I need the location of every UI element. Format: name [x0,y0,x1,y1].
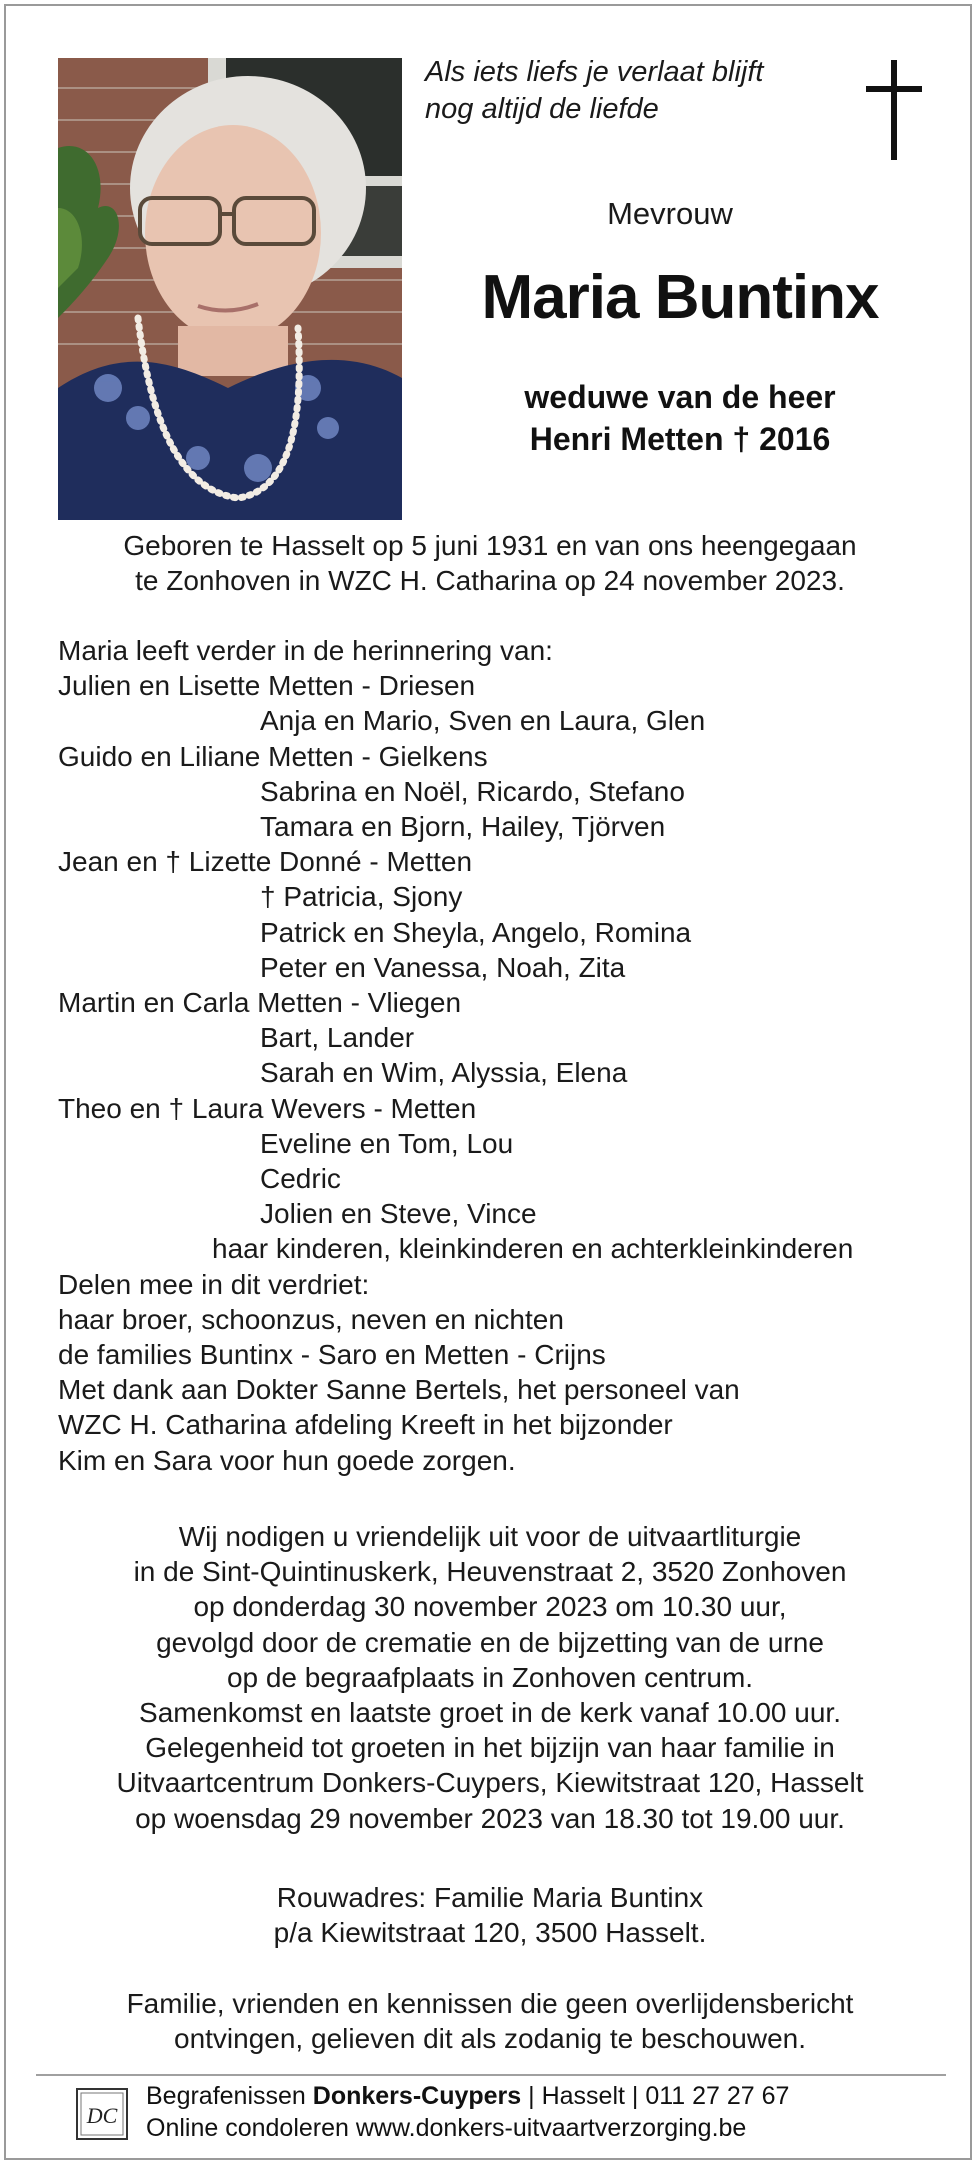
family-line: Julien en Lisette Metten - Driesen [58,670,476,702]
family-list [58,633,938,1478]
salutation: Mevrouw [607,196,733,231]
family-line: Eveline en Tom, Lou [260,1127,514,1159]
ceremony-line: Gelegenheid tot groeten in het bijzijn van haar familie in [145,1732,835,1764]
widow-of [440,376,920,460]
footer-prefix: Begrafenissen [146,2082,306,2110]
memorial-quote [425,54,825,128]
family-line: Tamara en Bjorn, Hailey, Tjörven [260,811,666,843]
family-line: Cedric [260,1163,341,1195]
quote-line-1: Als iets liefs je verlaat blijft [425,56,764,88]
ceremony-line: Uitvaartcentrum Donkers-Cuypers, Kiewitstraat 120, Hasselt [116,1767,864,1799]
family-line: Jolien en Steve, Vince [260,1198,537,1230]
deceased-name: Maria Buntinx [481,263,879,332]
footer-line-2 [146,2112,946,2144]
family-line: WZC H. Catharina afdeling Kreeft in het bijzonder [58,1409,673,1441]
ceremony-line: op woensdag 29 november 2023 van 18.30 tot 19.00 uur. [135,1802,845,1834]
birth-line-2: te Zonhoven in WZC H. Catharina op 24 november 2023. [135,565,845,596]
birth-line-1: Geboren te Hasselt op 5 juni 1931 en van ons heengegaan [123,530,857,561]
family-line: Martin en Carla Metten - Vliegen [58,987,462,1019]
ceremony-line: in de Sint-Quintinuskerk, Heuvenstraat 2, 3520 Zonhoven [133,1556,847,1588]
footer-website-link[interactable]: www.donkers-uitvaartverzorging.be [355,2114,747,2142]
address-line-1: Rouwadres: Familie Maria Buntinx [276,1882,704,1913]
family-line: Theo en † Laura Wevers - Metten [58,1092,477,1124]
mourning-address [40,1880,940,1950]
ceremony-line: op donderdag 30 november 2023 om 10.30 uur, [193,1591,787,1623]
family-line: Kim en Sara voor hun goede zorgen. [58,1444,516,1476]
family-line: haar broer, schoonzus, neven en nichten [58,1303,564,1335]
family-line: Patrick en Sheyla, Angelo, Romina [260,916,692,948]
family-line: Jean en † Lizette Donné - Metten [58,846,473,878]
family-line: Sarah en Wim, Alyssia, Elena [260,1057,628,1089]
ceremony-line: Wij nodigen u vriendelijk uit voor de uitvaartliturgie [178,1521,802,1552]
footer-divider [36,2074,946,2076]
family-line: Sabrina en Noël, Ricardo, Stefano [260,775,685,807]
quote-line-2: nog altijd de liefde [425,93,659,125]
footer-contact: | Hasselt | 011 27 27 67 [528,2082,790,2110]
family-line: † Patricia, Sjony [260,881,463,913]
family-line: haar kinderen, kleinkinderen en achterkleinkinderen [212,1233,854,1265]
funeral-home-footer [146,2080,946,2144]
widow-line-2: Henri Metten † 2016 [529,421,831,457]
footer-company: Donkers-Cuypers [312,2082,522,2110]
notice-line-2: ontvingen, gelieven dit als zodanig te beschouwen. [174,2023,806,2054]
funeral-home-logo [76,2088,128,2140]
footer-online-label: Online condoleren [146,2114,349,2142]
cross-icon [866,60,922,160]
family-line: Met dank aan Dokter Sanne Bertels, het personeel van [58,1374,740,1406]
portrait-photo [58,58,402,520]
notice-line-1: Familie, vrienden en kennissen die geen overlijdensbericht [126,1988,854,2019]
footer-line-1 [146,2080,946,2112]
family-line: Anja en Mario, Sven en Laura, Glen [260,705,706,737]
logo-monogram: DC [86,2103,118,2128]
family-line: de families Buntinx - Saro en Metten - Crijns [58,1339,606,1371]
ceremony-line: gevolgd door de crematie en de bijzetting van de urne [156,1626,824,1658]
family-line: Maria leeft verder in de herinnering van: [58,635,553,666]
family-line: Peter en Vanessa, Noah, Zita [260,951,626,983]
family-line: Guido en Liliane Metten - Gielkens [58,740,488,772]
ceremony-info [40,1519,940,1836]
ceremony-line: op de begraafplaats in Zonhoven centrum. [226,1661,754,1693]
address-line-2: p/a Kiewitstraat 120, 3500 Hasselt. [273,1917,707,1948]
notice-text [40,1986,940,2056]
family-line: Bart, Lander [260,1022,415,1054]
birth-death-info [40,528,940,598]
ceremony-line: Samenkomst en laatste groet in de kerk vanaf 10.00 uur. [139,1697,841,1729]
family-line: Delen mee in dit verdriet: [58,1268,370,1300]
widow-line-1: weduwe van de heer [524,379,836,415]
